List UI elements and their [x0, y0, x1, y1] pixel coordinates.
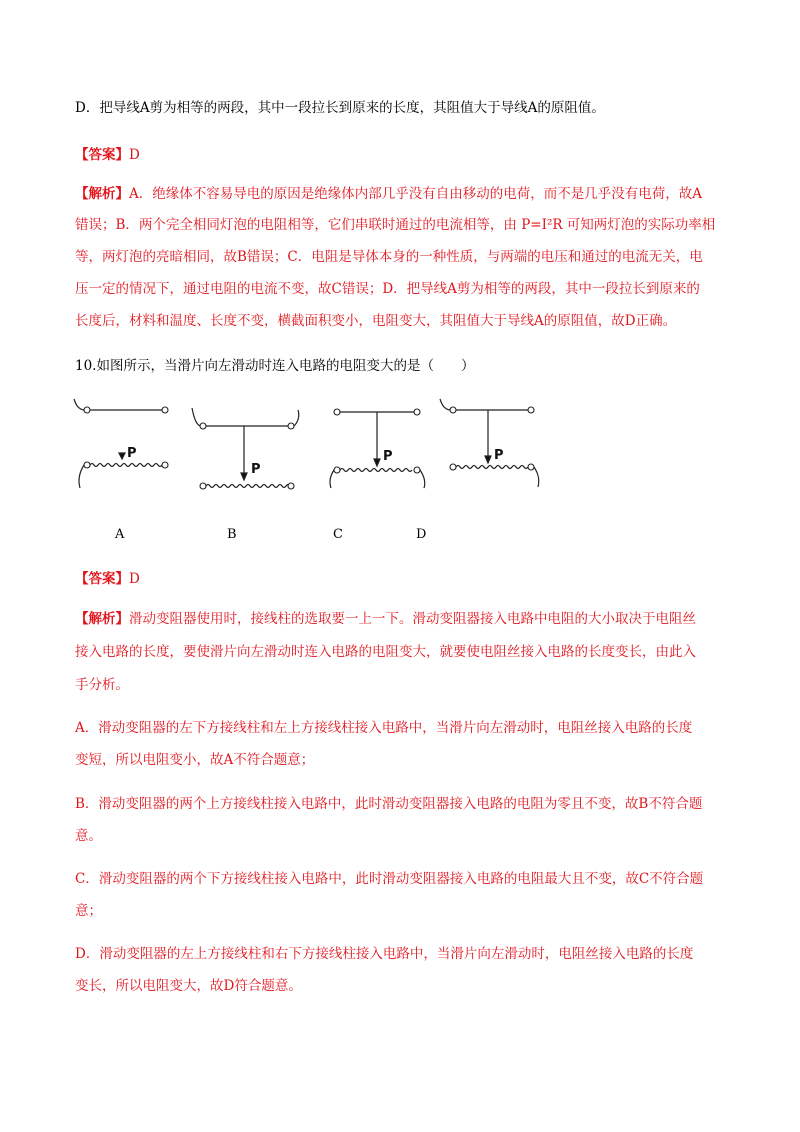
option-d-text: D．把导线A剪为相等的两段，其中一段拉长到原来的长度，其阻值大于导线A的原阻值。 [75, 100, 605, 116]
figure-label-c: C [333, 527, 343, 542]
answer-value: D [129, 571, 140, 587]
rheostat-figure-a [70, 395, 180, 499]
rheostat-figure-b [188, 402, 308, 501]
rheostat-figure-d [436, 395, 546, 499]
option-b-explanation: B．滑动变阻器的两个上方接线柱接入电路中，此时滑动变阻器接入电路的电阻为零且不变，故B不符合题 [75, 796, 703, 812]
answer-tag: 【答案】 [75, 571, 129, 587]
slider-label: P [494, 448, 504, 463]
q10-analysis-line [75, 609, 735, 629]
q9-answer [75, 145, 735, 165]
figure-label-a: A [115, 527, 125, 542]
answer-tag: 【答案】 [75, 147, 129, 163]
analysis-tag: 【解析】 [75, 611, 129, 627]
rheostat-figure-c [322, 400, 432, 499]
q9-analysis-line: 错误；B．两个完全相同灯泡的电阻相等，它们串联时通过的电流相等，由 P=I²R 可知两灯泡的实际功率相 [75, 217, 716, 233]
q9-analysis-line: 等，两灯泡的亮暗相同，故B错误；C．电阻是导体本身的一种性质，与两端的电压和通过的电流无关，电 [75, 249, 703, 265]
analysis-text: A．绝缘体不容易导电的原因是绝缘体内部几乎没有自由移动的电荷，而不是几乎没有电荷，故A [129, 186, 702, 202]
option-c-explanation: C．滑动变阻器的两个下方接线柱接入电路中，此时滑动变阻器接入电路的电阻最大且不变，故C不符合题 [75, 871, 704, 887]
q10-analysis-line: 接入电路的长度，要使滑片向左滑动时连入电路的电阻变大，就要使电阻丝接入电路的长度变长，由此入 [75, 644, 696, 660]
figure-label-d: D [416, 527, 427, 542]
slider-label: P [383, 449, 393, 464]
q9-analysis-line: 长度后，材料和温度、长度不变，横截面积变小，电阻变大，其阻值大于导线A的原阻值，故D正确。 [75, 313, 677, 329]
q10-answer [75, 569, 735, 589]
option-a-explanation: A．滑动变阻器的左下方接线柱和左上方接线柱接入电路中，当滑片向左滑动时，电阻丝接入电路的长度 [75, 720, 693, 736]
q10-analysis-line: 手分析。 [75, 677, 129, 693]
q9-analysis-line [75, 184, 735, 204]
q10-stem: 10.如图所示，当滑片向左滑动时连入电路的电阻变大的是（ ） [75, 358, 475, 374]
option-d-explanation: D．滑动变阻器的左上方接线柱和右下方接线柱接入电路中，当滑片向左滑动时，电阻丝接入电路的长度 [75, 946, 694, 962]
option-d-explanation: 变长，所以电阻变大，故D符合题意。 [75, 978, 302, 994]
q9-analysis-line: 压一定的情况下，通过电阻的电流不变，故C错误；D．把导线A剪为相等的两段，其中一段拉长到原来的 [75, 281, 700, 297]
answer-value: D [129, 147, 140, 163]
analysis-tag: 【解析】 [75, 186, 129, 202]
slider-label: P [127, 446, 137, 461]
slider-label: P [251, 462, 261, 477]
option-b-explanation: 意。 [75, 828, 102, 844]
analysis-text: 滑动变阻器使用时，接线柱的选取要一上一下。滑动变阻器接入电路中电阻的大小取决于电阻丝 [129, 611, 696, 627]
figure-label-b: B [227, 527, 237, 542]
option-a-explanation: 变短，所以电阻变小，故A不符合题意； [75, 752, 315, 768]
option-c-explanation: 意； [75, 903, 102, 919]
